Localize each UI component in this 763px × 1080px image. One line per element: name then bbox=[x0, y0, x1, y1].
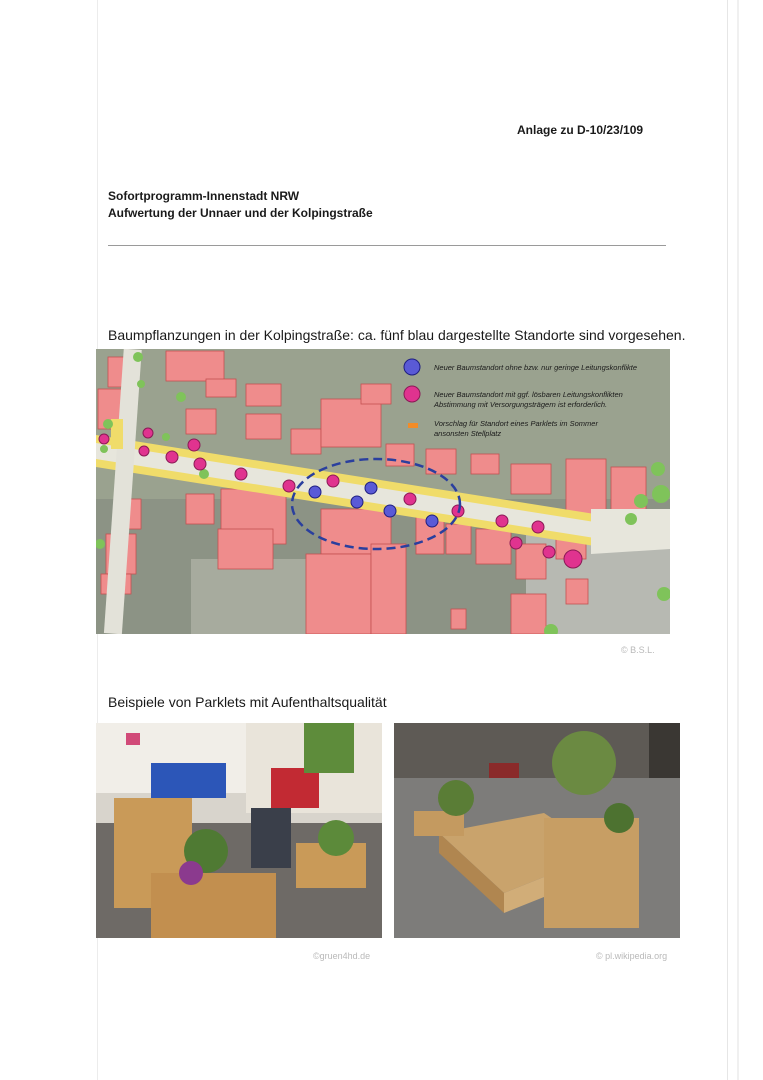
parklet-photo-left bbox=[96, 723, 382, 938]
parking-area bbox=[191, 559, 311, 634]
program-title-line2: Aufwertung der Unnaer und der Kolpingstraße bbox=[108, 206, 373, 220]
photo-left-credit: ©gruen4hd.de bbox=[313, 951, 371, 961]
separator-line bbox=[108, 245, 666, 246]
parklet-section-heading: Beispiele von Parklets mit Aufenthaltsqualität bbox=[108, 694, 387, 710]
document-reference: Anlage zu D-10/23/109 bbox=[517, 123, 644, 137]
parklet-legend-marker bbox=[408, 423, 418, 428]
map-section-heading: Baumpflanzungen in der Kolpingstraße: ca. fünf blau dargestellte Standorte sind vorgesehen. bbox=[108, 327, 686, 343]
program-title-line1: Sofortprogramm-Innenstadt NRW bbox=[108, 189, 300, 203]
legend-orange-text-1: Vorschlag für Standort eines Parklets im Sommer bbox=[434, 419, 598, 428]
site-plan-map bbox=[96, 349, 670, 634]
legend-blue-text: Neuer Baumstandort ohne bzw. nur geringe Leitungskonflikte bbox=[434, 363, 638, 372]
map-credit: © B.S.L. bbox=[621, 645, 655, 655]
legend-magenta-text-1: Neuer Baumstandort mit ggf. lösbaren Leitungskonflikten bbox=[434, 390, 623, 399]
photo-right-credit: © pl.wikipedia.org bbox=[596, 951, 668, 961]
scan-edge-right bbox=[727, 0, 728, 1080]
program-title bbox=[108, 188, 373, 222]
legend-magenta-text-2: Abstimmung mit Versorgungsträgern ist erforderlich. bbox=[434, 400, 608, 409]
legend-orange-text-2: ansonsten Stellplatz bbox=[434, 429, 502, 438]
parklet-photo-right bbox=[394, 723, 680, 938]
scan-edge-right-outer bbox=[737, 0, 739, 1080]
